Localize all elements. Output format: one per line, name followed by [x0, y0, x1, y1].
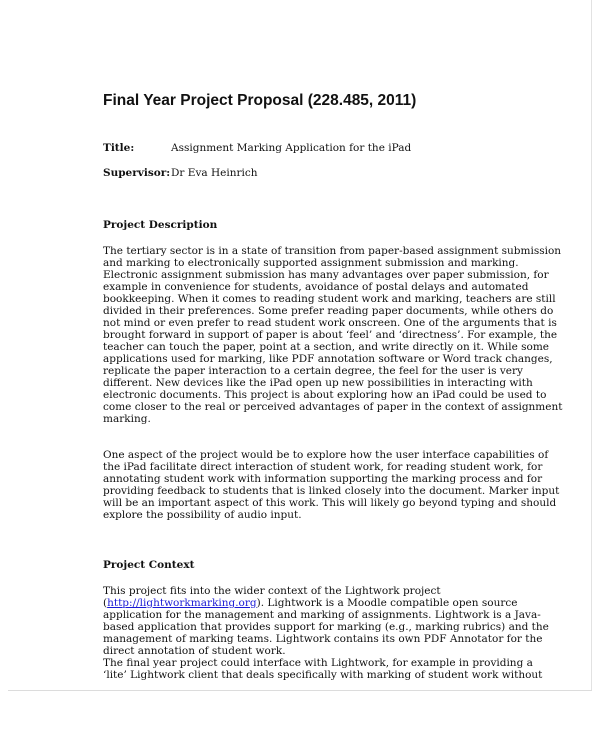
paragraph-line: based application that provides support for marking (e.g., marking rubrics) and the — [103, 621, 549, 633]
paragraph-line: application for the management and marking of assignments. Lightwork is a Java- — [103, 609, 541, 621]
paragraph-line: annotating student work with information supporting the marking process and for — [103, 473, 543, 485]
supervisor-value: Dr Eva Heinrich — [171, 167, 258, 179]
paragraph-line: come closer to the real or perceived advantages of paper in the context of assignment — [103, 401, 563, 413]
paragraph-line: divided in their preferences. Some prefer reading paper documents, while others do — [103, 305, 554, 317]
supervisor-label: Supervisor: — [103, 167, 171, 179]
paragraph-line: This project fits into the wider context of the Lightwork project — [103, 585, 441, 597]
paragraph-line: The final year project could interface with Lightwork, for example in providing a — [103, 657, 533, 669]
paragraph-line: and marking to electronically supported assignment submission and marking. — [103, 257, 519, 269]
paragraph-line: teacher can touch the paper, point at a section, and write directly on it. While some — [103, 341, 550, 353]
title-label: Title: — [103, 142, 135, 154]
paragraph-line: ‘lite’ Lightwork client that deals specifically with marking of student work without — [103, 669, 543, 681]
paragraph-line: brought forward in support of paper is about ‘feel’ and ‘directness’. For example, the — [103, 329, 558, 341]
paragraph-line-with-link — [103, 597, 517, 609]
paragraph-line: applications used for marking, like PDF annotation software or Word track changes, — [103, 353, 553, 365]
description-heading: Project Description — [103, 219, 218, 231]
document-heading: Final Year Project Proposal (228.485, 2011) — [103, 92, 417, 109]
paragraph-line: replicate the paper interaction to a certain degree, the feel for the user is very — [103, 365, 523, 377]
paragraph-line: the iPad facilitate direct interaction of student work, for reading student work, for — [103, 461, 543, 473]
paragraph-line: explore the possibility of audio input. — [103, 509, 302, 521]
paragraph-line: example in convenience for students, avoidance of postal delays and automated — [103, 281, 529, 293]
paragraph-line: bookkeeping. When it comes to reading student work and marking, teachers are still — [103, 293, 556, 305]
lightwork-link[interactable]: http://lightworkmarking.org — [107, 597, 257, 609]
paragraph-line: One aspect of the project would be to explore how the user interface capabilities of — [103, 449, 549, 461]
paragraph-line: Electronic assignment submission has many advantages over paper submission, for — [103, 269, 549, 281]
paragraph-line: electronic documents. This project is about exploring how an iPad could be used to — [103, 389, 547, 401]
page-divider — [8, 690, 592, 691]
paragraph-line: providing feedback to students that is linked closely into the document. Marker input — [103, 485, 560, 497]
context-heading: Project Context — [103, 559, 195, 571]
paragraph-line: not mind or even prefer to read student work onscreen. One of the arguments that is — [103, 317, 557, 329]
paragraph-line: marking. — [103, 413, 151, 425]
page-edge — [591, 0, 592, 690]
paragraph-line: will be an important aspect of this work. This will likely go beyond typing and should — [103, 497, 557, 509]
paragraph-line: direct annotation of student work. — [103, 645, 286, 657]
link-open-paren: ( — [103, 597, 108, 609]
paragraph-line: different. New devices like the iPad open up new possibilities in interacting with — [103, 377, 533, 389]
paragraph-line: The tertiary sector is in a state of transition from paper-based assignment submission — [103, 245, 562, 257]
title-value: Assignment Marking Application for the iPad — [171, 142, 412, 154]
link-trailing-text: ). Lightwork is a Moodle compatible open source — [256, 597, 518, 609]
paragraph-line: management of marking teams. Lightwork contains its own PDF Annotator for the — [103, 633, 543, 645]
